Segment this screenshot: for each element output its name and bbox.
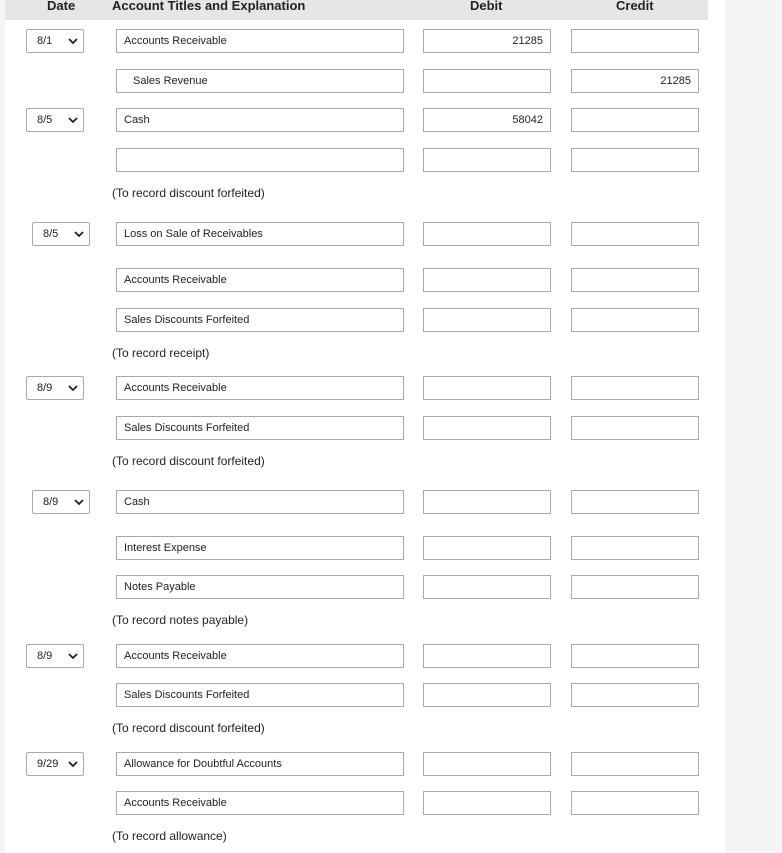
date-select-value: 8/5 [37, 114, 53, 126]
debit-field[interactable] [423, 416, 551, 440]
account-field[interactable]: Sales Discounts Forfeited [116, 416, 404, 440]
debit-field[interactable] [423, 308, 551, 332]
account-field[interactable]: Accounts Receivable [116, 268, 404, 292]
chevron-down-icon [67, 35, 79, 47]
account-field[interactable]: Accounts Receivable [116, 29, 404, 53]
entry-explanation: (To record discount forfeited) [112, 186, 265, 200]
debit-field[interactable] [423, 148, 551, 172]
date-select-value: 9/29 [37, 758, 59, 770]
debit-field[interactable] [423, 791, 551, 815]
header-credit: Credit [616, 0, 654, 13]
debit-field[interactable] [423, 752, 551, 776]
entry-explanation: (To record discount forfeited) [112, 721, 265, 735]
account-field[interactable]: Notes Payable [116, 575, 404, 599]
debit-field[interactable] [423, 683, 551, 707]
credit-field[interactable] [571, 683, 699, 707]
header-debit: Debit [470, 0, 503, 13]
debit-field[interactable] [423, 268, 551, 292]
credit-field[interactable] [571, 416, 699, 440]
credit-field[interactable] [571, 29, 699, 53]
date-select[interactable] [32, 222, 90, 246]
account-field[interactable]: Accounts Receivable [116, 644, 404, 668]
chevron-down-icon [67, 382, 79, 394]
account-field[interactable]: Interest Expense [116, 536, 404, 560]
date-select[interactable] [26, 752, 84, 776]
account-field[interactable] [116, 148, 404, 172]
credit-field[interactable] [571, 752, 699, 776]
account-field[interactable]: Loss on Sale of Receivables [116, 222, 404, 246]
entry-explanation: (To record receipt) [112, 346, 210, 360]
debit-field[interactable]: 58042 [423, 108, 551, 132]
header-date: Date [47, 0, 76, 13]
chevron-down-icon [67, 650, 79, 662]
date-select[interactable] [26, 376, 84, 400]
credit-field[interactable] [571, 108, 699, 132]
account-field[interactable]: Sales Discounts Forfeited [116, 683, 404, 707]
entry-explanation: (To record allowance) [112, 829, 227, 843]
date-select[interactable] [26, 108, 84, 132]
credit-field[interactable] [571, 268, 699, 292]
date-select[interactable] [26, 29, 84, 53]
entry-explanation: (To record discount forfeited) [112, 454, 265, 468]
account-field[interactable]: Allowance for Doubtful Accounts [116, 752, 404, 776]
chevron-down-icon [67, 758, 79, 770]
date-select[interactable] [26, 644, 84, 668]
debit-field[interactable] [423, 575, 551, 599]
credit-field[interactable] [571, 376, 699, 400]
credit-field[interactable]: 21285 [571, 69, 699, 93]
credit-field[interactable] [571, 536, 699, 560]
date-select-value: 8/9 [37, 650, 53, 662]
credit-field[interactable] [571, 575, 699, 599]
debit-field[interactable] [423, 644, 551, 668]
date-select-value: 8/9 [43, 496, 59, 508]
debit-field[interactable] [423, 536, 551, 560]
debit-field[interactable]: 21285 [423, 29, 551, 53]
table-header [5, 0, 708, 20]
date-select-value: 8/1 [37, 35, 53, 47]
entry-explanation: (To record notes payable) [112, 613, 249, 627]
debit-field[interactable] [423, 376, 551, 400]
date-select[interactable] [32, 490, 90, 514]
credit-field[interactable] [571, 308, 699, 332]
account-field[interactable]: Cash [116, 108, 404, 132]
debit-field[interactable] [423, 490, 551, 514]
chevron-down-icon [73, 228, 85, 240]
credit-field[interactable] [571, 791, 699, 815]
chevron-down-icon [73, 496, 85, 508]
debit-field[interactable] [423, 69, 551, 93]
credit-field[interactable] [571, 644, 699, 668]
date-select-value: 8/9 [37, 382, 53, 394]
date-select-value: 8/5 [43, 228, 59, 240]
account-field[interactable]: Cash [116, 490, 404, 514]
chevron-down-icon [67, 114, 79, 126]
credit-field[interactable] [571, 148, 699, 172]
header-account: Account Titles and Explanation [112, 0, 306, 13]
credit-field[interactable] [571, 222, 699, 246]
debit-field[interactable] [423, 222, 551, 246]
credit-field[interactable] [571, 490, 699, 514]
account-field[interactable]: Sales Discounts Forfeited [116, 308, 404, 332]
account-field[interactable]: Sales Revenue [116, 69, 404, 93]
account-field[interactable]: Accounts Receivable [116, 791, 404, 815]
account-field[interactable]: Accounts Receivable [116, 376, 404, 400]
